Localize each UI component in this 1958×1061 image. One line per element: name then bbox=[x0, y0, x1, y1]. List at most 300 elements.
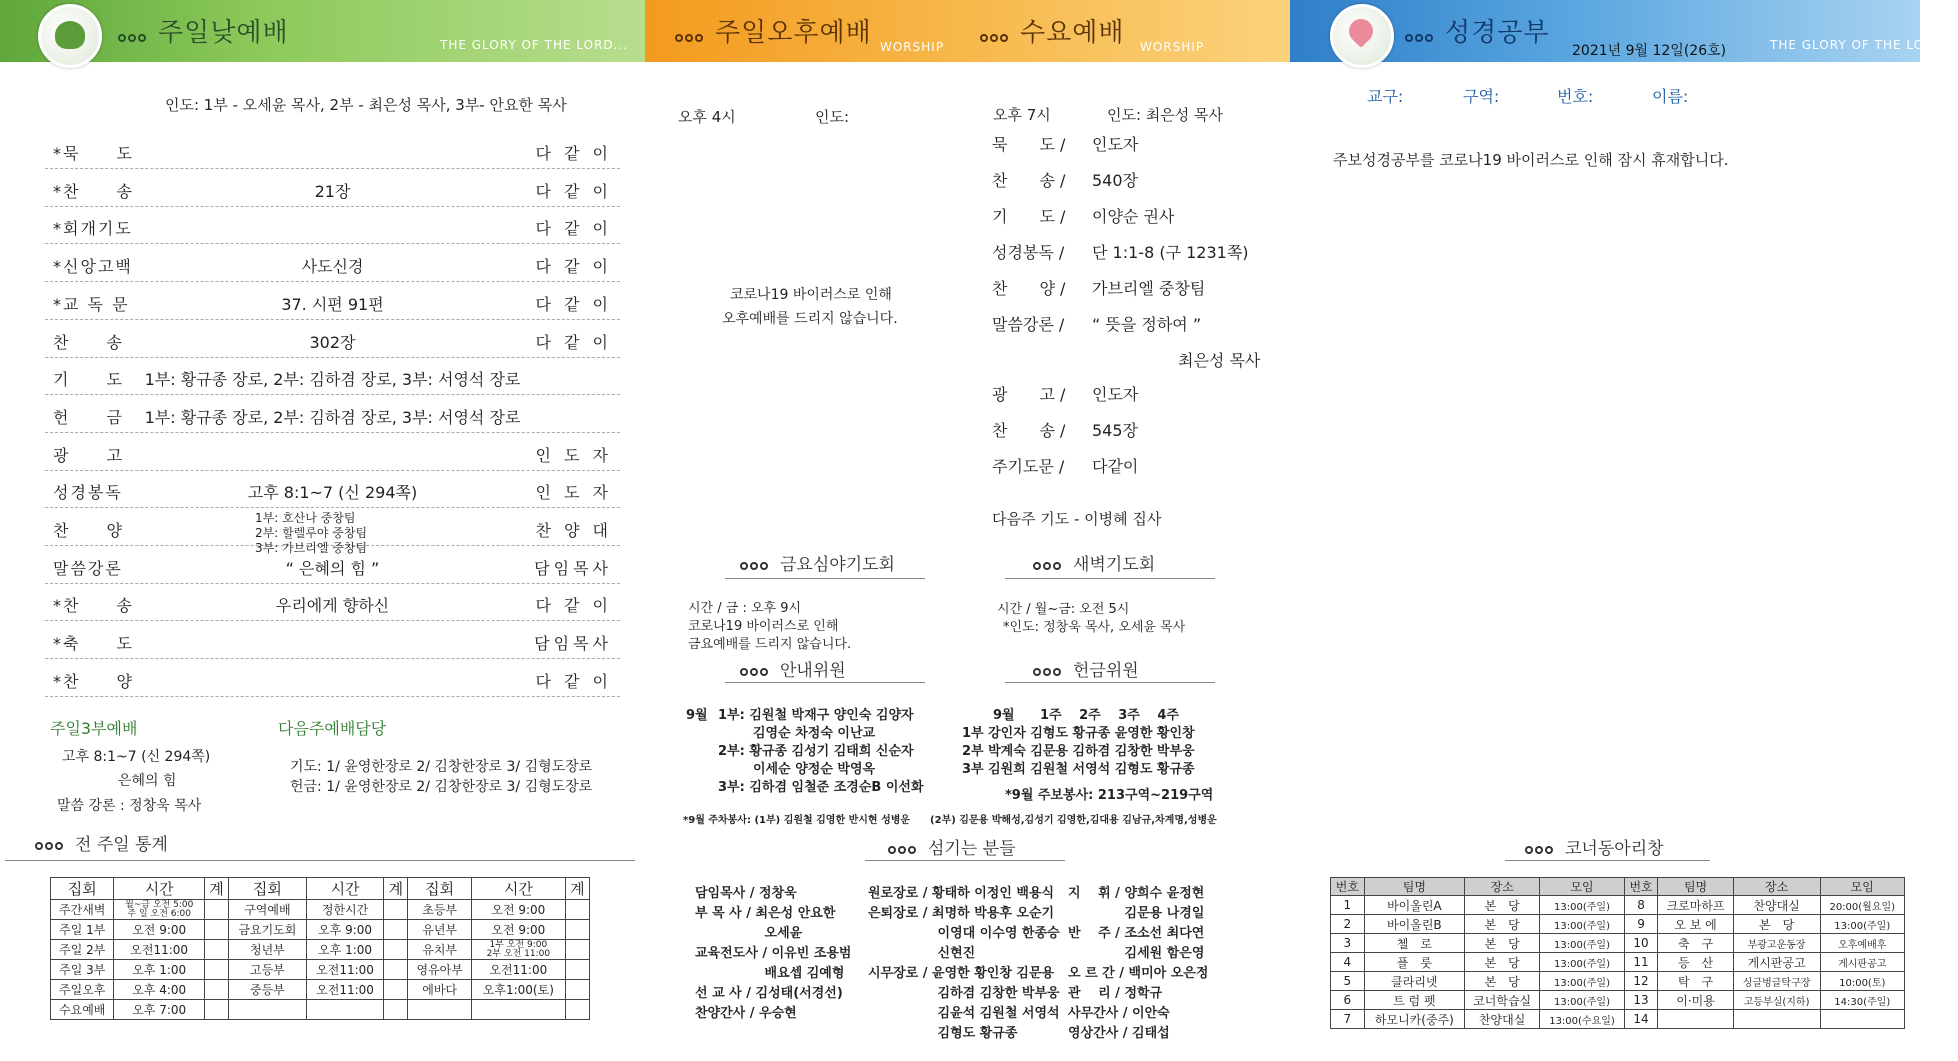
wed-order-value: 이양순 권사 bbox=[1092, 207, 1175, 226]
order-label: 성경봉독 bbox=[53, 483, 123, 503]
staff-line: 사무간사 / 이안숙 bbox=[1068, 1006, 1170, 1021]
clubs-table bbox=[1330, 877, 1905, 1029]
table-row bbox=[51, 900, 590, 920]
stats-cell: 월~금 오전 5:00 주 일 오전 6:00 bbox=[114, 900, 204, 920]
stats-header: 집회 bbox=[229, 878, 307, 900]
table-row bbox=[51, 920, 590, 940]
staff-line: 김문용 나경일 bbox=[1068, 906, 1205, 921]
afternoon-notice: 코로나19 바이러스로 인해 bbox=[730, 287, 892, 303]
stats-cell: 오후 7:00 bbox=[114, 1000, 204, 1020]
header-band-sunday bbox=[0, 0, 645, 62]
order-row bbox=[45, 206, 620, 244]
wednesday-subtitle: WORSHIP bbox=[1140, 40, 1205, 54]
dots-icon bbox=[980, 19, 1010, 49]
stats-cell: 청년부 bbox=[229, 940, 307, 960]
stats-cell: 오후 9:00 bbox=[306, 920, 384, 940]
staff-line: 반 주 / 조소선 최다연 bbox=[1068, 926, 1205, 941]
offering-weeks: 1주 2주 3주 4주 bbox=[1040, 708, 1179, 723]
order-label: 헌 금 bbox=[53, 407, 124, 427]
clubs-cell: 찬양대실 bbox=[1733, 896, 1820, 915]
stats-cell bbox=[565, 1000, 589, 1020]
order-row bbox=[45, 583, 620, 621]
offering-line: 3부 김원희 김원철 서영석 김형도 황규종 bbox=[962, 762, 1195, 777]
stats-cell: 오전11:00 bbox=[306, 960, 384, 980]
order-label: 말씀강론 bbox=[53, 558, 123, 578]
order-row bbox=[45, 320, 620, 358]
clubs-cell: 첼 로 bbox=[1364, 934, 1464, 953]
offering-bulletin: *9월 주보봉사: 213구역~219구역 bbox=[1005, 788, 1214, 803]
table-row bbox=[1331, 991, 1905, 1010]
order-row bbox=[45, 395, 620, 433]
third-service-line: 은혜의 힘 bbox=[118, 773, 177, 789]
table-row bbox=[1331, 896, 1905, 915]
stats-cell: 주일오후 bbox=[51, 980, 114, 1000]
order-row bbox=[45, 621, 620, 659]
wed-order-label: 기 도 / bbox=[992, 207, 1066, 226]
stats-cell bbox=[384, 980, 408, 1000]
stats-header: 시간 bbox=[306, 878, 384, 900]
staff-line: 지 휘 / 양희수 윤정현 bbox=[1068, 886, 1205, 901]
staff-line: 배요셉 김예형 bbox=[695, 966, 845, 981]
dots-icon bbox=[1033, 661, 1063, 681]
order-item: 사도신경 bbox=[301, 257, 364, 277]
study-field-number: 번호: bbox=[1557, 87, 1594, 106]
header-band-study bbox=[1290, 0, 1958, 62]
order-item: 21장 bbox=[314, 181, 351, 201]
clubs-cell: 6 bbox=[1331, 991, 1365, 1010]
stats-cell bbox=[204, 940, 228, 960]
clubs-cell: 10:00(토) bbox=[1820, 972, 1904, 991]
dots-icon bbox=[675, 19, 705, 49]
stats-cell: 오후 1:00 bbox=[114, 960, 204, 980]
divider bbox=[1005, 682, 1215, 683]
stats-cell: 고등부 bbox=[229, 960, 307, 980]
clubs-cell: 게시판공고 bbox=[1733, 953, 1820, 972]
dawn-title: 새벽기도회 bbox=[1033, 550, 1155, 575]
stats-table bbox=[50, 877, 590, 1020]
table-row bbox=[51, 940, 590, 960]
wed-order-value: “ 뜻을 정하여 ” bbox=[1092, 315, 1202, 334]
order-leader: 담임목사 bbox=[534, 558, 612, 578]
wed-order-label: 말씀강론 / bbox=[992, 315, 1065, 334]
clubs-cell: 13:00(수요일) bbox=[1540, 1010, 1624, 1029]
clubs-cell: 3 bbox=[1331, 934, 1365, 953]
dots-icon bbox=[740, 661, 770, 681]
afternoon-leader: 인도: bbox=[815, 108, 850, 126]
order-row bbox=[45, 131, 620, 169]
order-item: 고후 8:1~7 (신 294쪽) bbox=[247, 483, 418, 503]
clubs-cell: 1 bbox=[1331, 896, 1365, 915]
order-label: *묵 도 bbox=[53, 144, 134, 163]
sunday-subtitle: THE GLORY OF THE LORD... bbox=[440, 38, 629, 52]
clubs-cell: 13:00(주일) bbox=[1540, 991, 1624, 1010]
clubs-cell: 크로마하프 bbox=[1658, 896, 1733, 915]
friday-title: 금요심야기도회 bbox=[740, 550, 895, 575]
stats-cell bbox=[408, 1000, 471, 1020]
clubs-cell bbox=[1658, 1010, 1733, 1029]
dots-icon bbox=[740, 555, 770, 575]
table-row bbox=[1331, 953, 1905, 972]
ushers-line: 2부: 황규종 김성기 김태희 신순자 bbox=[718, 744, 914, 759]
staff-line: 오 르 간 / 백미아 오은정 bbox=[1068, 966, 1209, 981]
stats-cell: 수요예배 bbox=[51, 1000, 114, 1020]
wednesday-preacher: 최은성 목사 bbox=[1178, 351, 1261, 370]
order-item: 1부: 황규종 장로, 2부: 김하겸 장로, 3부: 서영석 장로 bbox=[144, 370, 521, 390]
stats-cell bbox=[204, 900, 228, 920]
clubs-cell: 탁 구 bbox=[1658, 972, 1733, 991]
divider bbox=[725, 682, 925, 683]
clubs-cell: 14:30(주일) bbox=[1820, 991, 1904, 1010]
offering-month: 9월 bbox=[993, 708, 1015, 723]
order-label: *신앙고백 bbox=[53, 257, 133, 277]
staff-line: 오세윤 bbox=[695, 926, 803, 941]
stats-cell bbox=[204, 980, 228, 1000]
ushers-line: 3부: 김하겸 임철준 조경순B 이선화 bbox=[718, 780, 924, 795]
order-leader: 다 같 이 bbox=[535, 257, 612, 277]
clubs-cell: 이·미용 bbox=[1658, 991, 1733, 1010]
ushers-month: 9월 bbox=[686, 708, 708, 723]
clubs-cell: 본 당 bbox=[1733, 915, 1820, 934]
dawn-line: 시간 / 월~금: 오전 5시 bbox=[997, 602, 1130, 617]
stats-cell bbox=[565, 960, 589, 980]
clubs-cell: 코너학습실 bbox=[1465, 991, 1540, 1010]
order-leader: 다 같 이 bbox=[535, 332, 612, 352]
stats-cell: 주일 1부 bbox=[51, 920, 114, 940]
clubs-cell: 본 당 bbox=[1465, 896, 1540, 915]
clubs-cell: 13 bbox=[1624, 991, 1658, 1010]
stats-cell: 중등부 bbox=[229, 980, 307, 1000]
staff-line: 김윤석 김원철 서영석 bbox=[868, 1006, 1060, 1021]
clubs-cell: 플 룻 bbox=[1364, 953, 1464, 972]
staff-line: 이영대 이수영 한종승 bbox=[868, 926, 1060, 941]
ushers-line: 1부: 김원철 박재구 양인숙 김양자 bbox=[718, 708, 914, 723]
study-field-zone: 구역: bbox=[1463, 87, 1500, 106]
wed-order-value: 가브리엘 중창팀 bbox=[1092, 279, 1206, 298]
heart-hands-logo bbox=[1330, 4, 1394, 68]
clubs-cell: 고등부실(지하) bbox=[1733, 991, 1820, 1010]
order-row bbox=[45, 282, 620, 320]
stats-cell bbox=[565, 900, 589, 920]
order-label: *축 도 bbox=[53, 634, 134, 654]
wed-order-value: 단 1:1-8 (구 1231쪽) bbox=[1092, 243, 1249, 262]
clubs-cell: 게시판공고 bbox=[1820, 953, 1904, 972]
clubs-cell: 클라리넷 bbox=[1364, 972, 1464, 991]
stats-cell bbox=[565, 980, 589, 1000]
hands-sprout-logo bbox=[38, 4, 102, 68]
order-item: 302장 bbox=[309, 332, 356, 352]
wed-order-label: 찬 송 / bbox=[992, 171, 1066, 190]
divider bbox=[1005, 578, 1215, 579]
third-service-line: 말씀 강론 : 정창욱 목사 bbox=[57, 798, 202, 814]
dots-icon bbox=[1405, 19, 1435, 49]
stats-cell: 오전11:00 bbox=[114, 940, 204, 960]
divider bbox=[5, 860, 635, 861]
stats-header: 시간 bbox=[114, 878, 204, 900]
clubs-cell: 오 보 에 bbox=[1658, 915, 1733, 934]
clubs-cell: 본 당 bbox=[1465, 953, 1540, 972]
third-service-title: 주일3부예배 bbox=[50, 719, 138, 738]
stats-header: 계 bbox=[384, 878, 408, 900]
afternoon-notice: 오후예배를 드리지 않습니다. bbox=[722, 311, 898, 327]
stats-cell: 1부 오전 9:00 2부 오전 11:00 bbox=[471, 940, 565, 960]
staff-line: 부 목 사 / 최은성 안요한 bbox=[695, 906, 836, 921]
stats-cell: 유치부 bbox=[408, 940, 471, 960]
clubs-header: 장소 bbox=[1733, 878, 1820, 896]
clubs-cell: 9 bbox=[1624, 915, 1658, 934]
afternoon-time: 오후 4시 bbox=[678, 108, 736, 126]
stats-cell: 오후 4:00 bbox=[114, 980, 204, 1000]
staff-line: 원로장로 / 황태하 이정인 백용식 bbox=[868, 886, 1055, 901]
staff-line: 은퇴장로 / 최명하 박용후 오순기 bbox=[868, 906, 1055, 921]
wed-order-label: 주기도문 / bbox=[992, 457, 1065, 476]
clubs-cell: 12 bbox=[1624, 972, 1658, 991]
wed-order-label: 묵 도 / bbox=[992, 135, 1066, 154]
stats-cell: 구역예배 bbox=[229, 900, 307, 920]
table-row bbox=[1331, 972, 1905, 991]
table-row bbox=[1331, 934, 1905, 953]
order-item: 우리에게 향하신 bbox=[275, 596, 390, 616]
friday-line: 코로나19 바이러스로 인해 bbox=[688, 619, 839, 634]
dots-icon bbox=[118, 19, 148, 49]
stats-cell bbox=[384, 1000, 408, 1020]
order-row bbox=[45, 508, 620, 555]
clubs-cell bbox=[1733, 1010, 1820, 1029]
sunday-leaders: 인도: 1부 - 오세윤 목사, 2부 - 최은성 목사, 3부- 안요한 목사 bbox=[165, 96, 567, 114]
order-label: 광 고 bbox=[53, 445, 124, 465]
stats-cell bbox=[471, 1000, 565, 1020]
order-leader: 찬 양 대 bbox=[535, 521, 612, 540]
stats-cell bbox=[306, 1000, 384, 1020]
staff-line: 김형도 황규종 bbox=[868, 1026, 1018, 1041]
stats-cell: 에바다 bbox=[408, 980, 471, 1000]
staff-line: 찬양간사 / 우승현 bbox=[695, 1006, 797, 1021]
clubs-cell: 싱글벙글탁구장 bbox=[1733, 972, 1820, 991]
wed-order-label: 찬 양 / bbox=[992, 279, 1066, 298]
wed-order-value: 인도자 bbox=[1092, 135, 1139, 154]
clubs-cell: 13:00(주일) bbox=[1540, 896, 1624, 915]
stats-cell bbox=[204, 1000, 228, 1020]
choir-item: 2부: 할렐루야 중창팀 bbox=[255, 526, 368, 540]
clubs-cell: 본 당 bbox=[1465, 915, 1540, 934]
stats-cell: 주일 2부 bbox=[51, 940, 114, 960]
stats-cell bbox=[384, 920, 408, 940]
study-notice: 주보성경공부를 코로나19 바이러스로 인해 잠시 휴재합니다. bbox=[1333, 151, 1729, 169]
stats-header: 계 bbox=[565, 878, 589, 900]
order-leader: 다 같 이 bbox=[535, 181, 612, 201]
wed-order-value: 545장 bbox=[1092, 421, 1138, 440]
order-row bbox=[45, 169, 620, 207]
clubs-cell: 등 산 bbox=[1658, 953, 1733, 972]
order-row bbox=[45, 244, 620, 282]
next-week-title: 다음주예배담당 bbox=[278, 719, 387, 738]
clubs-cell: 오후예배후 bbox=[1820, 934, 1904, 953]
clubs-cell: 7 bbox=[1331, 1010, 1365, 1029]
wednesday-time: 오후 7시 bbox=[993, 106, 1051, 124]
order-label: *찬 송 bbox=[53, 596, 134, 616]
order-row bbox=[45, 433, 620, 471]
friday-line: 금요예배를 드리지 않습니다. bbox=[688, 637, 852, 652]
staff-line: 김하겸 김창한 박부웅 bbox=[868, 986, 1060, 1001]
order-item: 37. 시편 91편 bbox=[281, 294, 384, 314]
afternoon-title: 주일오후예배 bbox=[675, 12, 872, 49]
offering-line: 1부 강인자 김형도 황규종 윤영한 황인창 bbox=[962, 726, 1195, 741]
order-label: 찬 송 bbox=[53, 332, 124, 352]
clubs-cell: 13:00(주일) bbox=[1820, 915, 1904, 934]
staff-line: 시무장로 / 윤영한 황인창 김문용 bbox=[868, 966, 1055, 981]
clubs-header: 팀명 bbox=[1364, 878, 1464, 896]
header-band-afternoon bbox=[645, 0, 1290, 62]
dots-icon bbox=[35, 835, 65, 855]
order-row bbox=[45, 659, 620, 697]
clubs-cell: 11 bbox=[1624, 953, 1658, 972]
stats-header: 시간 bbox=[471, 878, 565, 900]
clubs-cell bbox=[1820, 1010, 1904, 1029]
staff-line: 신현진 bbox=[868, 946, 976, 961]
wednesday-next-prayer: 다음주 기도 - 이병혜 집사 bbox=[992, 510, 1162, 528]
wed-order-value: 540장 bbox=[1092, 171, 1138, 190]
clubs-cell: 8 bbox=[1624, 896, 1658, 915]
stats-cell bbox=[204, 920, 228, 940]
staff-line: 교육전도사 / 이유빈 조용범 bbox=[695, 946, 852, 961]
wednesday-leader: 인도: 최은성 목사 bbox=[1107, 106, 1224, 124]
table-row bbox=[51, 960, 590, 980]
clubs-cell: 2 bbox=[1331, 915, 1365, 934]
stats-cell: 금요기도회 bbox=[229, 920, 307, 940]
stats-cell: 오전 9:00 bbox=[114, 920, 204, 940]
order-leader: 다 같 이 bbox=[535, 596, 612, 616]
ushers-title: 안내위원 bbox=[740, 656, 846, 681]
stats-cell: 정한시간 bbox=[306, 900, 384, 920]
staff-line: 김세원 함은영 bbox=[1068, 946, 1205, 961]
order-item: “ 은혜의 힘 ” bbox=[285, 558, 380, 578]
next-week-line: 기도: 1/ 윤영한장로 2/ 김창한장로 3/ 김형도장로 bbox=[290, 759, 593, 775]
divider bbox=[1505, 860, 1710, 861]
order-leader: 인 도 자 bbox=[535, 483, 612, 503]
wed-order-label: 찬 송 / bbox=[992, 421, 1066, 440]
stats-header: 계 bbox=[204, 878, 228, 900]
staff-line: 관 리 / 정학규 bbox=[1068, 986, 1163, 1001]
clubs-cell: 트 럼 펫 bbox=[1364, 991, 1464, 1010]
wed-order-label: 광 고 / bbox=[992, 385, 1066, 404]
clubs-title: 코너동아리창 bbox=[1525, 834, 1664, 859]
order-label: *회개기도 bbox=[53, 219, 133, 239]
clubs-cell: 하모니카(중주) bbox=[1364, 1010, 1464, 1029]
study-field-name: 이름: bbox=[1652, 87, 1689, 106]
study-subtitle: THE GLORY OF THE LORD... bbox=[1770, 38, 1958, 52]
stats-cell bbox=[565, 940, 589, 960]
wed-order-value: 다같이 bbox=[1092, 457, 1139, 476]
table-row bbox=[51, 980, 590, 1000]
clubs-cell: 본 당 bbox=[1465, 934, 1540, 953]
stats-cell bbox=[384, 900, 408, 920]
ushers-line: 이세순 양정순 박영옥 bbox=[753, 762, 876, 777]
wed-order-value: 인도자 bbox=[1092, 385, 1139, 404]
table-row bbox=[1331, 1010, 1905, 1029]
order-leader: 인 도 자 bbox=[535, 445, 612, 465]
offering-title: 헌금위원 bbox=[1033, 656, 1139, 681]
afternoon-subtitle: WORSHIP bbox=[880, 40, 945, 54]
stats-cell: 오전 9:00 bbox=[471, 920, 565, 940]
order-label: *찬 양 bbox=[53, 671, 134, 691]
clubs-cell: 13:00(주일) bbox=[1540, 972, 1624, 991]
stats-cell: 주일 3부 bbox=[51, 960, 114, 980]
clubs-cell: 바이올린A bbox=[1364, 896, 1464, 915]
order-label: 기 도 bbox=[53, 370, 124, 390]
stats-cell: 주간새벽 bbox=[51, 900, 114, 920]
stats-cell: 오후1:00(토) bbox=[471, 980, 565, 1000]
divider bbox=[725, 578, 925, 579]
order-item: 1부: 황규종 장로, 2부: 김하겸 장로, 3부: 서영석 장로 bbox=[144, 407, 521, 427]
dots-icon bbox=[888, 839, 918, 859]
clubs-cell: 13:00(주일) bbox=[1540, 915, 1624, 934]
clubs-cell: 축 구 bbox=[1658, 934, 1733, 953]
clubs-cell: 10 bbox=[1624, 934, 1658, 953]
order-label: *찬 송 bbox=[53, 181, 134, 201]
order-leader: 다 같 이 bbox=[535, 219, 612, 239]
stats-cell bbox=[565, 920, 589, 940]
clubs-cell: 13:00(주일) bbox=[1540, 934, 1624, 953]
choir-item: 3부: 가브리엘 중창팀 bbox=[255, 541, 368, 555]
order-leader: 담임목사 bbox=[534, 634, 612, 654]
staff-line: 영상간사 / 김태섭 bbox=[1068, 1026, 1170, 1041]
stats-cell: 영유아부 bbox=[408, 960, 471, 980]
stats-cell: 유년부 bbox=[408, 920, 471, 940]
stats-cell: 오전11:00 bbox=[471, 960, 565, 980]
order-leader: 다 같 이 bbox=[535, 144, 612, 163]
ushers-line: 김영순 차정숙 이난교 bbox=[753, 726, 876, 741]
clubs-cell: 본 당 bbox=[1465, 972, 1540, 991]
order-label: 찬 양 bbox=[53, 521, 124, 540]
order-leader: 다 같 이 bbox=[535, 671, 612, 691]
clubs-cell: 부광고운동장 bbox=[1733, 934, 1820, 953]
clubs-cell: 바이올린B bbox=[1364, 915, 1464, 934]
stats-cell bbox=[384, 940, 408, 960]
stats-cell: 오전 9:00 bbox=[471, 900, 565, 920]
stats-cell: 오전11:00 bbox=[306, 980, 384, 1000]
clubs-header: 장소 bbox=[1465, 878, 1540, 896]
parking-volunteers: *9월 주차봉사: (1부) 김원철 김영한 반시현 성병운 (2부) 김문용 박해성,김성기 김영한,김대용 김남규,차계명,성병운 bbox=[683, 815, 1217, 826]
wed-order-label: 성경봉독 / bbox=[992, 243, 1065, 262]
clubs-header: 팀명 bbox=[1658, 878, 1733, 896]
offering-line: 2부 박계숙 김문용 김하겸 김창한 박부웅 bbox=[962, 744, 1195, 759]
clubs-cell: 14 bbox=[1624, 1010, 1658, 1029]
staff-title: 섬기는 분들 bbox=[888, 834, 1016, 859]
stats-cell bbox=[384, 960, 408, 980]
order-label: *교 독 문 bbox=[53, 294, 130, 314]
order-leader: 다 같 이 bbox=[535, 294, 612, 314]
sunday-title: 주일낮예배 bbox=[118, 12, 289, 49]
stats-header: 집회 bbox=[51, 878, 114, 900]
clubs-cell: 20:00(월요일) bbox=[1820, 896, 1904, 915]
divider bbox=[865, 860, 1065, 861]
third-service-line: 고후 8:1~7 (신 294쪽) bbox=[62, 749, 211, 765]
dots-icon bbox=[1033, 555, 1063, 575]
staff-line: 담임목사 / 정창욱 bbox=[695, 886, 797, 901]
staff-line: 선 교 사 / 김성태(서경선) bbox=[695, 986, 843, 1001]
next-week-line: 헌금: 1/ 윤영한장로 2/ 김창한장로 3/ 김형도장로 bbox=[290, 779, 593, 795]
clubs-cell: 5 bbox=[1331, 972, 1365, 991]
wednesday-title: 수요예배 bbox=[980, 12, 1124, 49]
stats-header: 집회 bbox=[408, 878, 471, 900]
clubs-header: 번호 bbox=[1331, 878, 1365, 896]
choir-item: 1부: 호산나 중창팀 bbox=[255, 511, 356, 525]
clubs-cell: 찬양대실 bbox=[1465, 1010, 1540, 1029]
friday-line: 시간 / 금 : 오후 9시 bbox=[688, 601, 802, 616]
stats-cell: 오후 1:00 bbox=[306, 940, 384, 960]
study-title: 성경공부 bbox=[1405, 12, 1549, 49]
dawn-line: *인도: 정창욱 목사, 오세윤 목사 bbox=[1003, 620, 1186, 635]
stats-cell: 초등부 bbox=[408, 900, 471, 920]
